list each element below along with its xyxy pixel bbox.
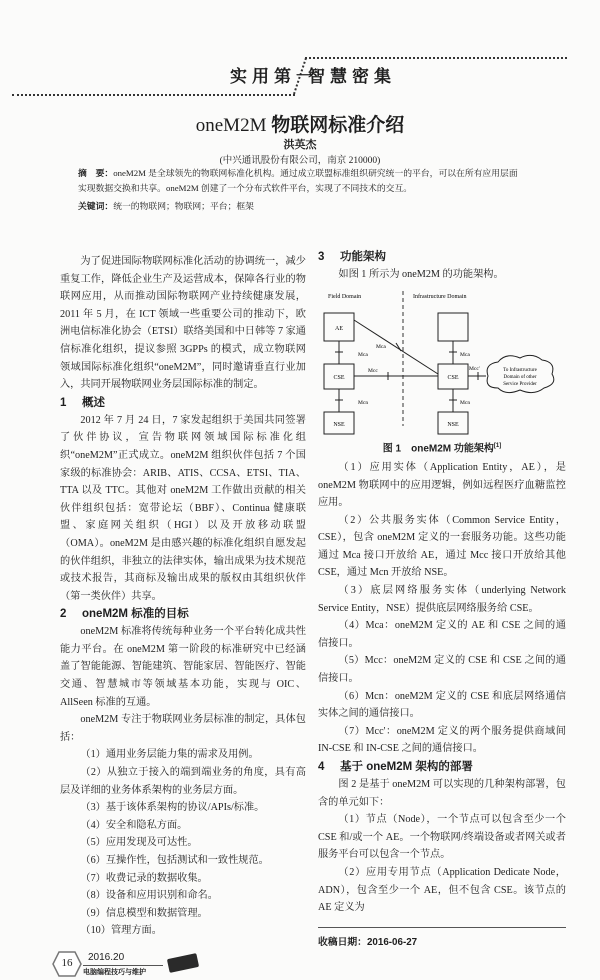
list-item: （9）信息模型和数据管理。	[80, 907, 208, 919]
column-name-left: 实用第一	[230, 67, 318, 86]
list-item: （1）通用业务层能力集的需求及用例。	[80, 749, 259, 761]
left-column	[60, 253, 306, 980]
section-1-paragraph: 2012 年 7 月 24 日，7 家发起组织于美国共同签署了伙伴协议，宣告物联网领域国际标准化组织“oneM2M”正式成立。oneM2M 组织伙伴包括 7 个国家级的标准协会：ARIB、ATIS、CCSA、ETSI、TIA、TTA 以及 TTC。其他对 oneM2M 工作做出贡献的相关伙伴组织包括：宽带论坛（BBF）、Continua 健康联盟、家庭网关组织（HGI）以及开放移动联盟（OMA）。oneM2M 是由感兴趣的标准化组织自愿发起的伙伴组织，非独立的法律实体，输出成果为技术规范或技术报告，其商标及输出成果的版权由其组织伙伴（第一类伙伴）共享。	[60, 414, 306, 602]
section-number: 1	[60, 396, 67, 409]
abstract	[78, 166, 523, 214]
definition-item: （2）公共服务实体（Common Service Entity，CSE），包含 oneM2M 定义的一套服务功能。这些功能通过 Mca 接口开放给 AE，通过 Mcc 接口开放给其他 CSE，通过 Mcn 开放给 NSE。	[318, 514, 566, 579]
section-3-intro: 如图 1 所示为 oneM2M 的功能架构。	[338, 269, 504, 280]
list-item: （6）互操作性，包括测试和一致性规范。	[80, 855, 269, 866]
mcc-label: Mcc	[368, 367, 378, 374]
mcc-prime-label: Mcc'	[469, 365, 480, 372]
cloud-text: To Infrastructure	[503, 367, 537, 373]
list-item: （2）从独立于接入的端到端业务的角度，具有高层及详细的业务体系架构的业务层方面。	[60, 767, 306, 796]
magazine-name: 电脑编程技巧与维护	[83, 965, 163, 977]
article-title	[0, 110, 600, 137]
column-name-right: 智慧密集	[308, 67, 396, 86]
list-item: （5）应用发现及可达性。	[80, 837, 198, 849]
section-2-paragraph: oneM2M 标准将传统每种业务一个平台转化成共性能力平台。在 oneM2M 第一阶段的标准研究中已经涵盖了智能能源、智能建筑、智能家居、智能医疗、智能交通、智慧城市等领域基本功能，实现与 OIC、AllSeen 标准的互通。	[60, 626, 306, 708]
keywords-text: 统一的物联网；物联网；平台；框架	[113, 201, 254, 211]
infrastructure-domain-label: Infrastructure Domain	[413, 293, 467, 300]
definition-item: （5）Mcc：oneM2M 定义的 CSE 和 CSE 之间的通信接口。	[318, 655, 566, 685]
right-column	[318, 248, 566, 948]
section-number: 4	[318, 761, 325, 774]
list-item: （8）设备和应用识别和命名。	[80, 890, 218, 902]
section-title: 基于 oneM2M 架构的部署	[340, 761, 473, 774]
cloud-text: Domain of other	[503, 374, 537, 380]
abstract-label: 摘 要：	[78, 168, 114, 178]
cloud-text: Service Provider	[503, 381, 537, 387]
section-3-heading	[318, 248, 566, 266]
section-4-paragraph: 图 2 是基于 oneM2M 可以实现的几种架构部署，包含的单元如下：	[318, 779, 566, 808]
section-number: 2	[60, 608, 67, 621]
title-cn: 物联网标准介绍	[271, 115, 405, 136]
mcn-label: Mcn	[358, 399, 369, 406]
issue-number: 2016.20	[88, 951, 125, 963]
device-icon	[167, 953, 199, 973]
section-4-heading	[318, 758, 566, 776]
list-item: （2）应用专用节点（Application Dedicate Node，ADN），包含至少一个 AE，但不包含 CSE。该节点的 AE 定义为	[318, 866, 566, 914]
section-title: 概述	[82, 396, 105, 409]
cse-label: CSE	[447, 374, 459, 381]
section-number: 3	[318, 251, 325, 263]
ae-label: AE	[335, 325, 343, 332]
keywords	[78, 199, 523, 214]
intro-paragraph: 为了促进国际物联网标准化活动的协调统一，减少重复工作，降低企业生产及运营成本，保障各行业的物联网应用，从而推动国际物联网产业持续健康发展，2011 年 5 月，在 ICT 领域一些重要公司的推动下，欧洲电信标准化协会（ETSI）联络美国和中日韩等 7 家通信标准化组织，提议参照 3GPPs 的模式，成立物联网领域国际标准化组织“oneM2M”，同时邀请垂直行业加入，共同开展物联网业务层国际标准的制定。	[60, 256, 306, 391]
section-2-paragraph: oneM2M 专注于物联网业务层标准的制定，具体包括：	[60, 714, 306, 743]
caption-reference: [1]	[493, 442, 502, 449]
list-item: （3）基于该体系架构的协议/APIs/标准。	[80, 802, 265, 814]
caption-text: 图 1 oneM2M 功能架构	[382, 442, 494, 454]
mca-label: Mca	[358, 351, 368, 358]
mca-label: Mca	[460, 351, 470, 358]
footnote-rule	[318, 927, 566, 928]
header-dotted-line-top	[305, 57, 567, 59]
definition-item: （4）Mca：oneM2M 定义的 AE 和 CSE 之间的通信接口。	[318, 620, 566, 649]
nse-label: NSE	[333, 421, 345, 428]
list-item: （4）安全和隐私方面。	[80, 819, 188, 831]
mcn-label: Mcn	[460, 399, 471, 406]
title-en: oneM2M	[195, 115, 267, 136]
mca-label: Mca	[376, 343, 386, 350]
definition-item: （7）Mcc'：oneM2M 定义的两个服务提供商域间 IN-CSE 和 IN-CSE 之间的通信接口。	[318, 725, 566, 755]
list-item: （1）节点（Node），一个节点可以包含至少一个 CSE 和/或一个 AE。一个物联网/终端设备或者网关或者服务平台可以包含一个节点。	[318, 814, 566, 861]
received-date: 收稿日期：2016-06-27	[318, 936, 418, 948]
definition-item: （1）应用实体（Application Entity，AE），是 oneM2M 物联网中的应用逻辑，例如远程医疗血糖监控应用。	[318, 461, 566, 509]
page-footer	[52, 950, 306, 980]
author: 洪英杰	[283, 139, 317, 151]
section-1-heading	[60, 394, 306, 412]
field-domain-label: Field Domain	[328, 293, 362, 300]
keywords-label: 关键词：	[78, 201, 114, 211]
section-2-heading	[60, 605, 306, 623]
infra-ae-box	[438, 313, 468, 341]
section-title: oneM2M 标准的目标	[82, 608, 189, 621]
header-dotted-line-bottom	[12, 94, 295, 96]
cse-label: CSE	[333, 374, 345, 381]
definition-item: （3）底层网络服务实体（underlying Network Service Entity，NSE）提供底层网络服务给 CSE。	[318, 585, 566, 614]
figure-1-diagram	[318, 286, 566, 436]
figure-1-caption	[318, 436, 566, 459]
abstract-text: oneM2M 是全球领先的物联网标准化机构。通过成立联盟标准组织研究统一的平台，可以在所有应用层面实现数据交换和共享。oneM2M 创建了一个分布式软件平台，实现了不同技术的交互。	[78, 168, 518, 193]
list-item: （7）收费记录的数据收集。	[80, 872, 208, 884]
nse-label: NSE	[447, 421, 459, 428]
cloud-shape	[487, 355, 554, 392]
section-title: 功能架构	[340, 251, 386, 263]
page-number: 16	[61, 956, 73, 969]
definition-item: （6）Mcn：oneM2M 定义的 CSE 和底层网络通信实体之间的通信接口。	[318, 690, 566, 720]
list-item: （10）管理方面。	[80, 925, 162, 937]
connections	[335, 320, 554, 412]
affiliation: (中兴通讯股份有限公司，南京 210000)	[219, 156, 381, 166]
